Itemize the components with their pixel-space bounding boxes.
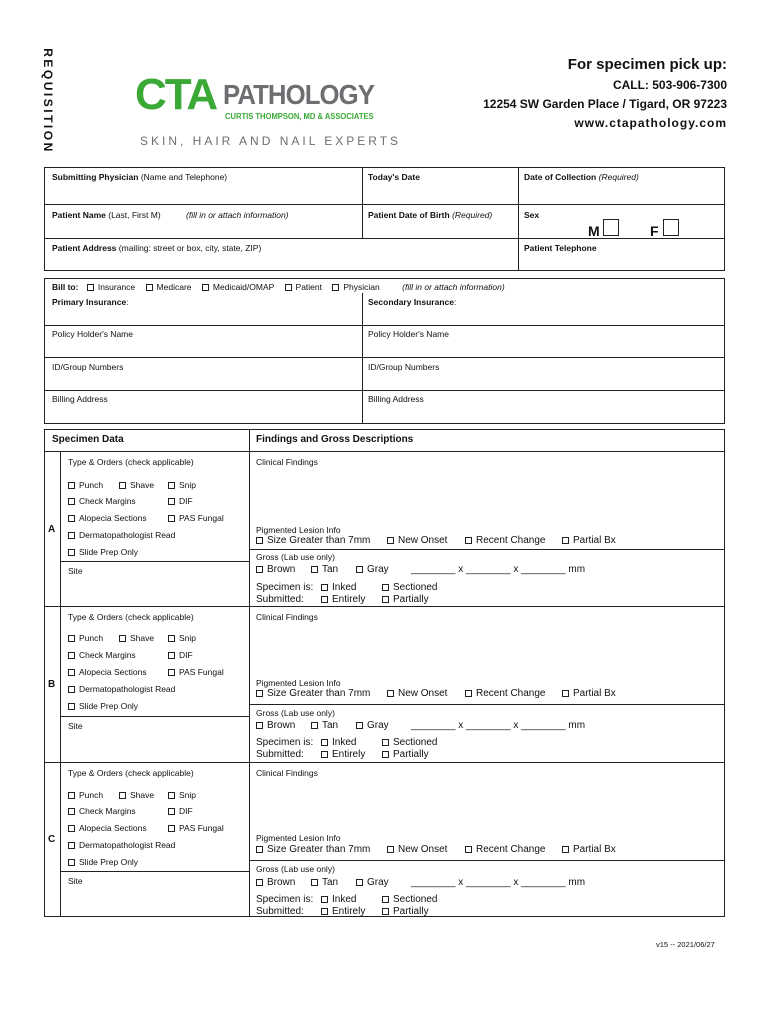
dif-option[interactable]: DIF: [168, 496, 193, 506]
clinical-findings-field[interactable]: Clinical Findings: [256, 768, 318, 778]
check-margins-option[interactable]: Check Margins: [68, 650, 136, 660]
primary-billing-address-field[interactable]: Billing Address: [52, 394, 108, 404]
lab-address: 12254 SW Garden Place / Tigard, OR 97223: [483, 97, 727, 111]
pigmented-lesion-label: Pigmented Lesion Info: [256, 678, 341, 688]
specimen-is-label: Specimen is:: [256, 737, 314, 748]
shave-option[interactable]: Shave: [119, 790, 154, 800]
sectioned-option[interactable]: Sectioned: [382, 582, 437, 593]
check-margins-option[interactable]: Check Margins: [68, 806, 136, 816]
type-orders-label: Type & Orders (check applicable): [68, 457, 194, 467]
partially-option[interactable]: Partially: [382, 906, 429, 917]
secondary-insurance-field[interactable]: Secondary Insurance:: [368, 297, 457, 307]
logo-cta: CTA: [135, 70, 217, 119]
secondary-billing-address-field[interactable]: Billing Address: [368, 394, 424, 404]
pas-fungal-option[interactable]: PAS Fungal: [168, 823, 224, 833]
sex-f-label: F: [650, 223, 659, 239]
primary-insurance-field[interactable]: Primary Insurance:: [52, 297, 129, 307]
submitted-label: Submitted:: [256, 906, 304, 917]
derm-read-option[interactable]: Dermatopathologist Read: [68, 684, 175, 694]
patient-telephone-field[interactable]: Patient Telephone: [524, 243, 597, 253]
new-onset-option[interactable]: New Onset: [387, 688, 447, 699]
patient-name-field[interactable]: Patient Name (Last, First M): [52, 210, 161, 220]
logo-pathology: PATHOLOGY: [223, 79, 375, 110]
snip-option[interactable]: Snip: [168, 480, 196, 490]
dimensions-field[interactable]: ________ x ________ x ________ mm: [411, 720, 586, 731]
tan-option[interactable]: Tan: [311, 564, 338, 575]
size-greater-option[interactable]: Size Greater than 7mm: [256, 535, 370, 546]
slide-prep-option[interactable]: Slide Prep Only: [68, 701, 138, 711]
clinical-findings-field[interactable]: Clinical Findings: [256, 612, 318, 622]
pas-fungal-option[interactable]: PAS Fungal: [168, 513, 224, 523]
type-orders-label: Type & Orders (check applicable): [68, 768, 194, 778]
gross-label: Gross (Lab use only): [256, 552, 335, 562]
derm-read-option[interactable]: Dermatopathologist Read: [68, 840, 175, 850]
submitted-label: Submitted:: [256, 749, 304, 760]
brown-option[interactable]: Brown: [256, 877, 295, 888]
patient-name-fill-hint: (fill in or attach information): [186, 210, 289, 220]
gross-label: Gross (Lab use only): [256, 708, 335, 718]
sectioned-option[interactable]: Sectioned: [382, 737, 437, 748]
snip-option[interactable]: Snip: [168, 790, 196, 800]
partial-bx-option[interactable]: Partial Bx: [562, 535, 616, 546]
inked-option[interactable]: Inked: [321, 737, 356, 748]
alopecia-option[interactable]: Alopecia Sections: [68, 513, 147, 523]
section-letter-b: B: [48, 679, 56, 690]
dif-option[interactable]: DIF: [168, 650, 193, 660]
findings-heading: Findings and Gross Descriptions: [256, 434, 414, 445]
requisition-side-title: REQUISITION: [41, 48, 55, 154]
size-greater-option[interactable]: Size Greater than 7mm: [256, 688, 370, 699]
specimen-is-label: Specimen is:: [256, 582, 314, 593]
tan-option[interactable]: Tan: [311, 720, 338, 731]
call-phone: CALL: 503-906-7300: [612, 78, 727, 92]
todays-date-field[interactable]: Today's Date: [368, 172, 420, 182]
slide-prep-option[interactable]: Slide Prep Only: [68, 857, 138, 867]
brown-option[interactable]: Brown: [256, 564, 295, 575]
clinical-findings-field[interactable]: Clinical Findings: [256, 457, 318, 467]
gray-option[interactable]: Gray: [356, 564, 389, 575]
patient-address-field[interactable]: Patient Address (mailing: street or box, city, state, ZIP): [52, 243, 262, 253]
dif-option[interactable]: DIF: [168, 806, 193, 816]
site-field[interactable]: Site: [68, 566, 83, 576]
specimen-is-label: Specimen is:: [256, 894, 314, 905]
secondary-policy-holder-field[interactable]: Policy Holder's Name: [368, 329, 449, 339]
check-margins-option[interactable]: Check Margins: [68, 496, 136, 506]
recent-change-option[interactable]: Recent Change: [465, 688, 546, 699]
punch-option[interactable]: Punch: [68, 790, 103, 800]
inked-option[interactable]: Inked: [321, 894, 356, 905]
pigmented-lesion-label: Pigmented Lesion Info: [256, 833, 341, 843]
partial-bx-option[interactable]: Partial Bx: [562, 688, 616, 699]
bill-patient-checkbox[interactable]: [285, 284, 292, 291]
dimensions-field[interactable]: ________ x ________ x ________ mm: [411, 564, 586, 575]
secondary-id-group-field[interactable]: ID/Group Numbers: [368, 362, 440, 372]
alopecia-option[interactable]: Alopecia Sections: [68, 823, 147, 833]
gray-option[interactable]: Gray: [356, 720, 389, 731]
bill-physician-checkbox[interactable]: [332, 284, 339, 291]
sex-f-checkbox[interactable]: [663, 219, 679, 236]
entirely-option[interactable]: Entirely: [321, 594, 365, 605]
bill-medicare-checkbox[interactable]: [146, 284, 153, 291]
company-logo: [135, 70, 402, 150]
site-field[interactable]: Site: [68, 721, 83, 731]
entirely-option[interactable]: Entirely: [321, 749, 365, 760]
partially-option[interactable]: Partially: [382, 749, 429, 760]
punch-option[interactable]: Punch: [68, 480, 103, 490]
snip-option[interactable]: Snip: [168, 633, 196, 643]
patient-dob-field[interactable]: Patient Date of Birth (Required): [368, 210, 493, 220]
alopecia-option[interactable]: Alopecia Sections: [68, 667, 147, 677]
size-greater-option[interactable]: Size Greater than 7mm: [256, 844, 370, 855]
type-orders-label: Type & Orders (check applicable): [68, 612, 194, 622]
recent-change-option[interactable]: Recent Change: [465, 535, 546, 546]
version-label: v15 -- 2021/06/27: [656, 940, 715, 949]
entirely-option[interactable]: Entirely: [321, 906, 365, 917]
primary-id-group-field[interactable]: ID/Group Numbers: [52, 362, 124, 372]
bill-medicaid-checkbox[interactable]: [202, 284, 209, 291]
dimensions-field[interactable]: ________ x ________ x ________ mm: [411, 877, 586, 888]
pigmented-lesion-label: Pigmented Lesion Info: [256, 525, 341, 535]
submitted-label: Submitted:: [256, 594, 304, 605]
sex-label: Sex: [524, 210, 540, 220]
recent-change-option[interactable]: Recent Change: [465, 844, 546, 855]
gray-option[interactable]: Gray: [356, 877, 389, 888]
submitting-physician-field[interactable]: Submitting Physician (Name and Telephone): [52, 172, 228, 182]
section-letter-a: A: [48, 524, 56, 535]
tan-option[interactable]: Tan: [311, 877, 338, 888]
primary-policy-holder-field[interactable]: Policy Holder's Name: [52, 329, 133, 339]
site-field[interactable]: Site: [68, 876, 83, 886]
pas-fungal-option[interactable]: PAS Fungal: [168, 667, 224, 677]
section-letter-c: C: [48, 834, 56, 845]
punch-option[interactable]: Punch: [68, 633, 103, 643]
logo-subtitle: CURTIS THOMPSON, MD & ASSOCIATES: [225, 112, 374, 121]
logo-tagline: SKIN, HAIR AND NAIL EXPERTS: [140, 134, 402, 148]
inked-option[interactable]: Inked: [321, 582, 356, 593]
pickup-heading: For specimen pick up:: [567, 56, 727, 73]
shave-option[interactable]: Shave: [119, 480, 154, 490]
slide-prep-option[interactable]: Slide Prep Only: [68, 547, 138, 557]
derm-read-option[interactable]: Dermatopathologist Read: [68, 530, 175, 540]
brown-option[interactable]: Brown: [256, 720, 295, 731]
bill-insurance-checkbox[interactable]: [87, 284, 94, 291]
partial-bx-option[interactable]: Partial Bx: [562, 844, 616, 855]
website: www.ctapathology.com: [574, 116, 727, 130]
sex-m-label: M: [588, 223, 600, 239]
new-onset-option[interactable]: New Onset: [387, 535, 447, 546]
partially-option[interactable]: Partially: [382, 594, 429, 605]
bill-to-row: Bill to: Insurance Medicare Medicaid/OMAP Patient Physician (fill in or attach information): [52, 282, 505, 292]
sex-m-checkbox[interactable]: [603, 219, 619, 236]
new-onset-option[interactable]: New Onset: [387, 844, 447, 855]
gross-label: Gross (Lab use only): [256, 864, 335, 874]
shave-option[interactable]: Shave: [119, 633, 154, 643]
sectioned-option[interactable]: Sectioned: [382, 894, 437, 905]
collection-date-field[interactable]: Date of Collection (Required): [524, 172, 639, 182]
specimen-data-heading: Specimen Data: [52, 434, 124, 445]
